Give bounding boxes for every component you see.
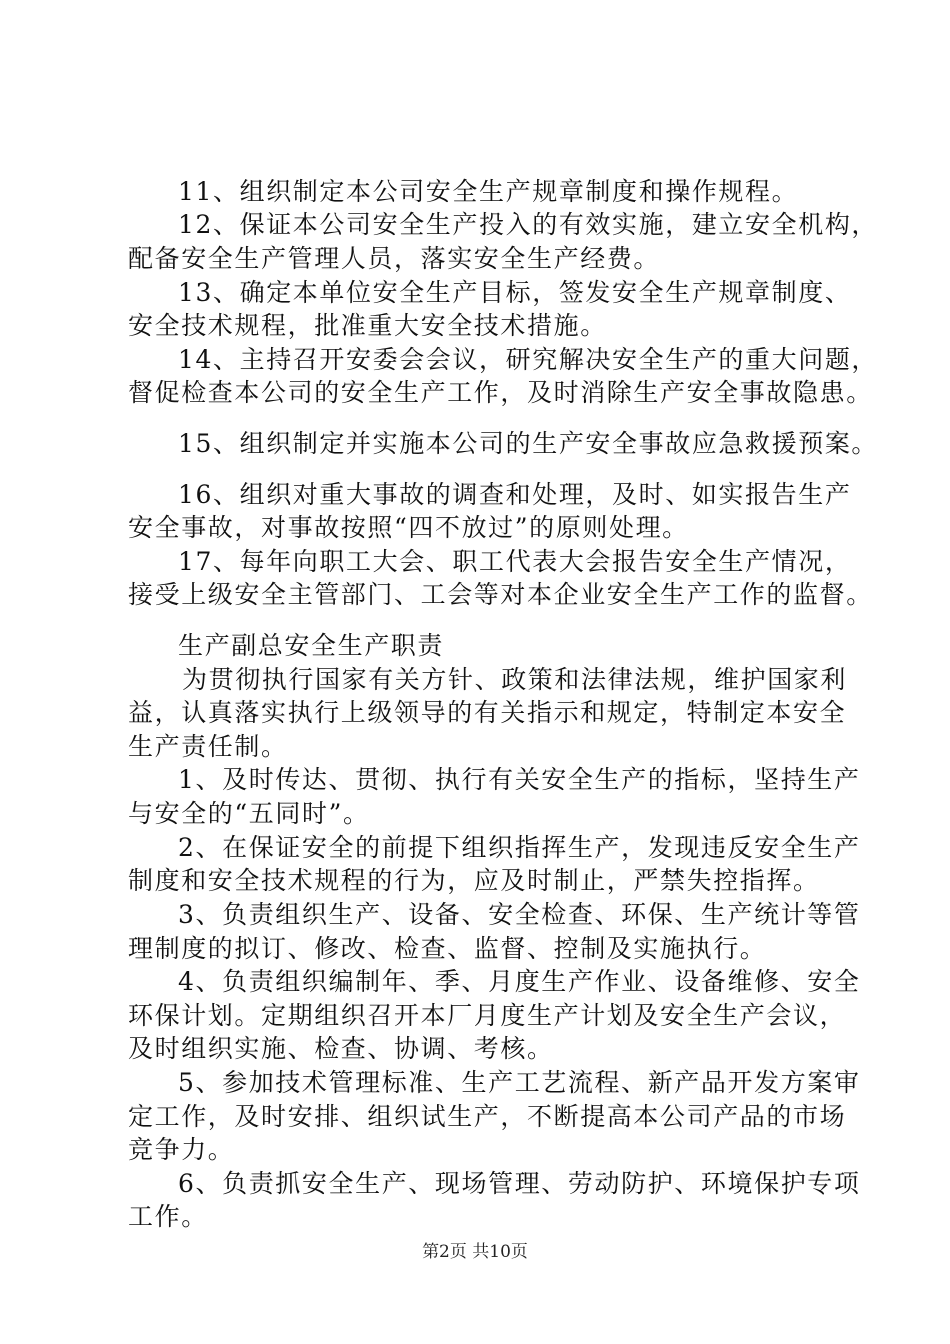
text-line: 12、保证本公司安全生产投入的有效实施，建立安全机构， — [178, 210, 879, 239]
text-line: 配备安全生产管理人员，落实安全生产经费。 — [128, 244, 661, 273]
text-line: 环保计划。定期组织召开本厂月度生产计划及安全生产会议， — [128, 1001, 847, 1030]
section-heading: 生产副总安全生产职责 — [178, 631, 445, 660]
text-line: 3、负责组织生产、设备、安全检查、环保、生产统计等管 — [178, 900, 861, 929]
text-line: 为贯彻执行国家有关方针、政策和法律法规，维护国家利 — [182, 665, 848, 694]
text-line: 6、负责抓安全生产、现场管理、劳动防护、环境保护专项 — [178, 1169, 861, 1198]
text-line: 定工作，及时安排、组织试生产，不断提高本公司产品的市场 — [128, 1102, 847, 1131]
text-line: 安全事故，对事故按照“四不放过”的原则处理。 — [128, 513, 689, 542]
text-line: 生产责任制。 — [128, 732, 288, 761]
text-line: 及时组织实施、检查、协调、考核。 — [128, 1034, 554, 1063]
text-line: 15、组织制定并实施本公司的生产安全事故应急救援预案。 — [178, 429, 879, 458]
page-number-footer: 第2页 共10页 — [422, 1242, 528, 1262]
text-line: 制度和安全技术规程的行为，应及时制止，严禁失控指挥。 — [128, 866, 820, 895]
text-line: 接受上级安全主管部门、工会等对本企业安全生产工作的监督。 — [128, 580, 873, 609]
text-line: 16、组织对重大事故的调查和处理，及时、如实报告生产 — [178, 480, 852, 509]
text-line: 13、确定本单位安全生产目标，签发安全生产规章制度、 — [178, 278, 852, 307]
text-line: 17、每年向职工大会、职工代表大会报告安全生产情况， — [178, 547, 852, 576]
text-line: 督促检查本公司的安全生产工作，及时消除生产安全事故隐患。 — [128, 378, 873, 407]
text-line: 与安全的“五同时”。 — [128, 799, 370, 828]
text-line: 14、主持召开安委会会议，研究解决安全生产的重大问题， — [178, 345, 879, 374]
text-line: 工作。 — [128, 1202, 208, 1231]
text-line: 安全技术规程，批准重大安全技术措施。 — [128, 311, 607, 340]
text-line: 竞争力。 — [128, 1135, 235, 1164]
text-line: 1、及时传达、贯彻、执行有关安全生产的指标，坚持生产 — [178, 765, 861, 794]
text-line: 益，认真落实执行上级领导的有关指示和规定，特制定本安全 — [128, 698, 847, 727]
text-line: 5、参加技术管理标准、生产工艺流程、新产品开发方案审 — [178, 1068, 861, 1097]
text-line: 理制度的拟订、修改、检查、监督、控制及实施执行。 — [128, 934, 767, 963]
text-line: 4、负责组织编制年、季、月度生产作业、设备维修、安全 — [178, 967, 861, 996]
text-line: 11、组织制定本公司安全生产规章制度和操作规程。 — [178, 177, 799, 206]
text-line: 2、在保证安全的前提下组织指挥生产，发现违反安全生产 — [178, 833, 861, 862]
